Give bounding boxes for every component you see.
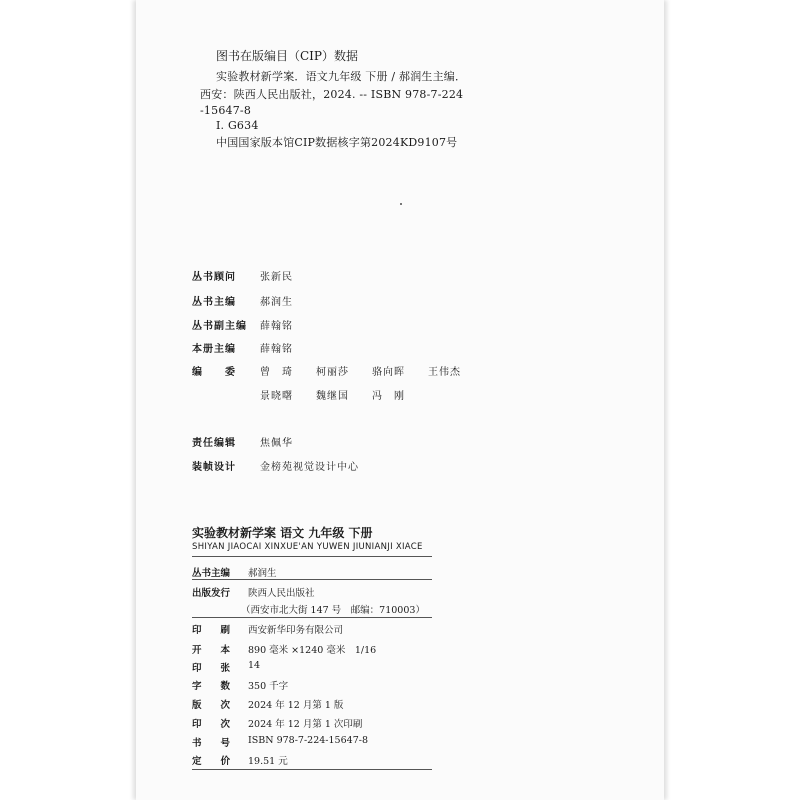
pub-label: 印 次 (192, 719, 231, 730)
pub-label: 印 刷 (192, 625, 231, 636)
pub-label: 字 数 (192, 681, 231, 692)
book-title: 实验教材新学案 语文 九年级 下册 (192, 526, 373, 540)
divider (192, 617, 432, 618)
pub-value: 14 (248, 660, 261, 671)
pub-value: 19.51 元 (248, 756, 288, 767)
pub-address: （西安市北大街 147 号 邮编：710003） (241, 605, 425, 616)
pub-value: 陕西人民出版社 (248, 588, 315, 599)
speck (400, 203, 402, 205)
staff-label: 丛书副主编 (192, 321, 247, 332)
cip-line: 西安：陕西人民出版社，2024. -- ISBN 978-7-224 (200, 88, 464, 101)
staff-label: 丛书顾问 (192, 272, 236, 283)
divider (192, 769, 432, 770)
cip-line: 中国国家版本馆CIP数据核字第2024KD9107号 (216, 136, 458, 149)
pub-value: 350 千字 (248, 681, 289, 692)
pub-label: 定 价 (192, 756, 231, 767)
committee-member: 王伟杰 (428, 367, 461, 378)
book-title-pinyin: SHIYAN JIAOCAI XINXUE'AN YUWEN JIUNIANJI XIACE (192, 542, 423, 552)
divider (192, 579, 432, 580)
committee-member: 骆向晖 (372, 367, 405, 378)
staff-label: 丛书主编 (192, 297, 236, 308)
committee-member: 景晓曙 (260, 391, 293, 402)
pub-label: 开 本 (192, 645, 231, 656)
pub-label: 版 次 (192, 700, 231, 711)
committee-member: 曾 琦 (260, 367, 293, 378)
staff-value: 薛翰铭 (260, 344, 293, 355)
pub-label: 丛书主编 (192, 568, 231, 579)
staff-value: 张新民 (260, 272, 293, 283)
cip-title: 图书在版编目（CIP）数据 (216, 49, 358, 63)
cip-line: Ⅰ. G634 (216, 119, 259, 132)
pub-label: 书 号 (192, 738, 231, 749)
committee-member: 魏继国 (316, 391, 349, 402)
staff-label: 编 委 (192, 367, 236, 378)
cip-line: -15647-8 (200, 104, 252, 117)
pub-value: 2024 年 12 月第 1 次印刷 (248, 719, 363, 730)
pub-value: ISBN 978-7-224-15647-8 (248, 735, 368, 746)
staff-label: 本册主编 (192, 344, 236, 355)
cip-line: 实验教材新学案．语文九年级 下册 / 郝润生主编． (216, 70, 467, 83)
pub-value: 890 毫米 ×1240 毫米 1/16 (248, 645, 377, 656)
divider (192, 556, 432, 557)
staff-value: 薛翰铭 (260, 321, 293, 332)
pub-value: 郝润生 (248, 568, 277, 579)
pub-value: 2024 年 12 月第 1 版 (248, 700, 344, 711)
staff-label: 装帧设计 (192, 462, 236, 473)
staff-value: 焦佩华 (260, 438, 293, 449)
committee-member: 冯 刚 (372, 391, 405, 402)
committee-member: 柯丽莎 (316, 367, 349, 378)
pub-value: 西安新华印务有限公司 (248, 625, 344, 636)
staff-label: 责任编辑 (192, 438, 236, 449)
pub-label: 出版发行 (192, 588, 231, 599)
pub-label: 印 张 (192, 663, 231, 674)
copyright-page (136, 0, 664, 800)
staff-value: 金榜苑视觉设计中心 (260, 462, 359, 473)
staff-value: 郝润生 (260, 297, 293, 308)
